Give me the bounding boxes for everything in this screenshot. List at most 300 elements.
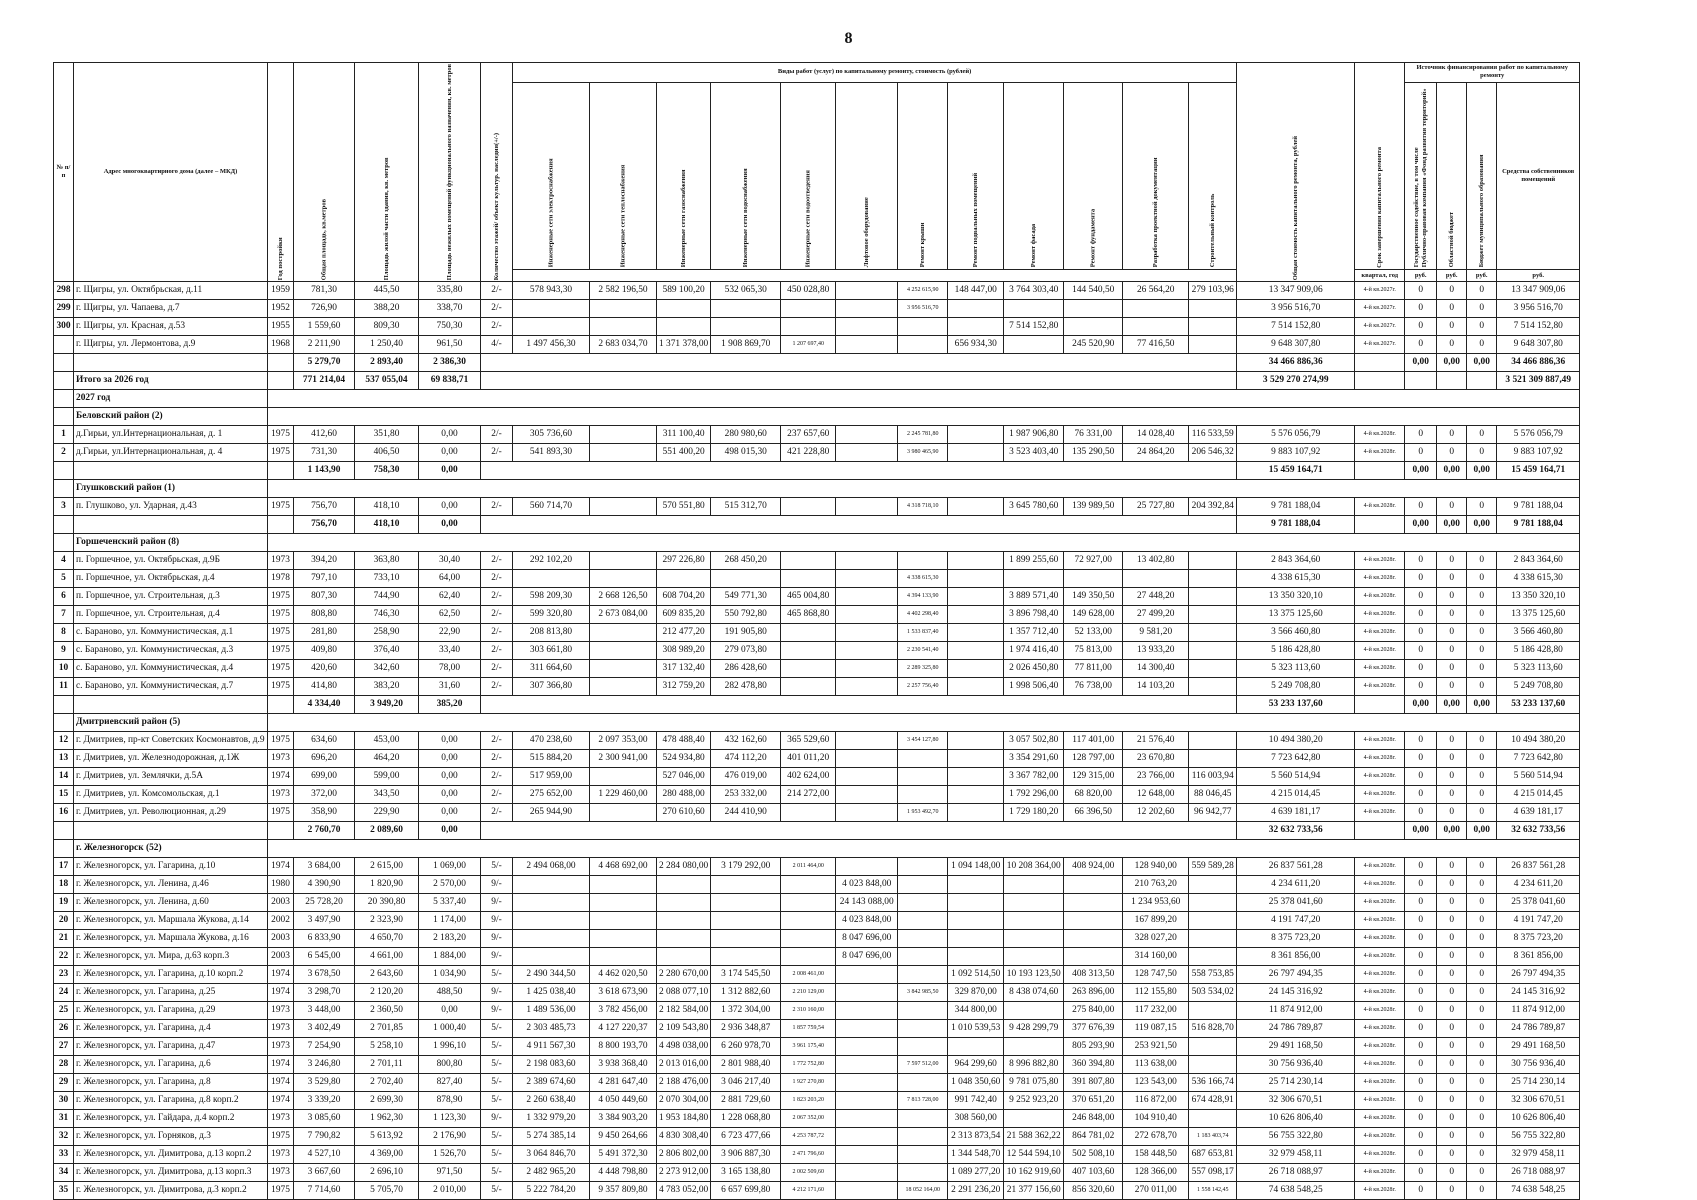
work-cost-cell <box>948 1038 1004 1056</box>
work-cost-cell <box>898 1128 948 1146</box>
work-cost-cell: 282 478,80 <box>711 678 781 696</box>
total-area-cell: 5 279,70 <box>294 354 355 372</box>
row-num-cell: 13 <box>54 750 74 768</box>
storeys-cell: 9/- <box>481 1002 513 1020</box>
work-cost-cell: 2 026 450,80 <box>1004 660 1064 678</box>
source-region-cell: 0 <box>1437 1020 1467 1038</box>
total-cost-cell: 9 781 188,04 <box>1237 498 1355 516</box>
living-area-cell: 733,10 <box>355 570 419 588</box>
living-area-cell: 342,60 <box>355 660 419 678</box>
work-cost-cell: 1 987 906,80 <box>1004 426 1064 444</box>
work-cost-cell: 212 477,20 <box>657 624 711 642</box>
source-own-cell: 9 883 107,92 <box>1497 444 1580 462</box>
work-cost-cell: 551 400,20 <box>657 444 711 462</box>
work-cost-cell <box>781 660 836 678</box>
work-cost-cell: 26 564,20 <box>1123 282 1189 300</box>
total-cost-cell: 26 797 494,35 <box>1237 966 1355 984</box>
work-cost-cell: 8 047 696,00 <box>836 948 898 966</box>
work-cost-cell <box>948 498 1004 516</box>
address-cell: с. Бараново, ул. Коммунистическая, д.4 <box>74 660 268 678</box>
work-cost-cell <box>948 570 1004 588</box>
nonliving-area-cell: 1 526,70 <box>419 1146 481 1164</box>
living-area-cell: 2 615,00 <box>355 858 419 876</box>
row-num-cell: 6 <box>54 588 74 606</box>
source-municipal-cell: 0 <box>1467 984 1497 1002</box>
deadline-cell: 4-й кв.2028г. <box>1355 426 1405 444</box>
work-cost-cell: 3 367 782,00 <box>1004 768 1064 786</box>
work-cost-cell <box>781 318 836 336</box>
work-cost-cell <box>1004 930 1064 948</box>
work-cost-cell <box>836 444 898 462</box>
total-cost-cell: 5 576 056,79 <box>1237 426 1355 444</box>
address-cell: г. Дмитриев, ул. Железнодорожная, д.1Ж <box>74 750 268 768</box>
subtotal-row <box>54 516 1580 534</box>
source-fund-cell: 0 <box>1405 426 1437 444</box>
empty-cell <box>481 696 1237 714</box>
work-cost-cell: 1 229 460,00 <box>590 786 657 804</box>
living-area-cell: 746,30 <box>355 606 419 624</box>
header-src-own: Средства собственников помещений <box>1497 82 1580 269</box>
work-cost-cell <box>781 624 836 642</box>
source-municipal-cell: 0,00 <box>1467 354 1497 372</box>
work-cost-cell <box>513 876 590 894</box>
total-area-cell: 726,90 <box>294 300 355 318</box>
source-municipal-cell: 0 <box>1467 336 1497 354</box>
work-cost-cell <box>948 786 1004 804</box>
work-cost-cell: 96 942,77 <box>1189 804 1237 822</box>
row-num-cell: 24 <box>54 984 74 1002</box>
source-fund-cell: 0,00 <box>1405 822 1437 840</box>
empty-cell <box>481 822 1237 840</box>
row-num-cell: 5 <box>54 570 74 588</box>
work-cost-cell: 24 143 088,00 <box>836 894 898 912</box>
nonliving-area-cell: 971,50 <box>419 1164 481 1182</box>
work-cost-cell <box>836 1110 898 1128</box>
work-cost-cell <box>513 318 590 336</box>
work-cost-cell: 12 544 594,10 <box>1004 1146 1064 1164</box>
work-cost-cell: 3 454 127,80 <box>898 732 948 750</box>
work-cost-cell <box>836 1074 898 1092</box>
nonliving-area-cell: 64,00 <box>419 570 481 588</box>
work-cost-cell: 3 645 780,60 <box>1004 498 1064 516</box>
work-cost-cell <box>590 876 657 894</box>
work-cost-cell <box>1189 912 1237 930</box>
source-region-cell: 0 <box>1437 1128 1467 1146</box>
subtotal-label <box>74 822 268 840</box>
work-cost-cell: 3 980 465,90 <box>898 444 948 462</box>
row-num-cell: 9 <box>54 642 74 660</box>
header-deadline: Срок завершения капитального ремонта <box>1355 63 1405 270</box>
work-cost-cell: 2 300 941,00 <box>590 750 657 768</box>
work-cost-cell: 3 354 291,60 <box>1004 750 1064 768</box>
storeys-cell: 5/- <box>481 1182 513 1200</box>
row-num-cell <box>54 696 74 714</box>
table-row <box>54 732 1580 750</box>
year-cell: 1973 <box>268 1164 294 1182</box>
source-own-cell: 7 723 642,80 <box>1497 750 1580 768</box>
address-cell: д.Гирьи, ул.Интернациональная, д. 4 <box>74 444 268 462</box>
work-cost-cell: 2 008 461,00 <box>781 966 836 984</box>
work-cost-cell <box>657 930 711 948</box>
section-title: Глушковский район (1) <box>74 480 268 498</box>
work-cost-cell: 391 807,80 <box>1064 1074 1123 1092</box>
source-municipal-cell: 0 <box>1467 912 1497 930</box>
source-own-cell: 13 375 125,60 <box>1497 606 1580 624</box>
row-num-cell: 17 <box>54 858 74 876</box>
work-cost-cell: 4 783 052,00 <box>657 1182 711 1200</box>
nonliving-area-cell: 1 996,10 <box>419 1038 481 1056</box>
nonliving-area-cell: 31,60 <box>419 678 481 696</box>
work-cost-cell: 307 366,80 <box>513 678 590 696</box>
total-area-cell: 394,20 <box>294 552 355 570</box>
work-cost-cell: 3 889 571,40 <box>1004 588 1064 606</box>
work-cost-cell <box>781 498 836 516</box>
work-cost-cell <box>781 570 836 588</box>
total-area-cell: 781,30 <box>294 282 355 300</box>
work-cost-cell: 3 523 403,40 <box>1004 444 1064 462</box>
source-own-cell: 74 638 548,25 <box>1497 1182 1580 1200</box>
deadline-cell: 4-й кв.2028г. <box>1355 1056 1405 1074</box>
total-cost-cell: 56 755 322,80 <box>1237 1128 1355 1146</box>
work-cost-cell: 377 676,39 <box>1064 1020 1123 1038</box>
work-cost-cell <box>948 732 1004 750</box>
address-cell: г. Щигры, ул. Октябрьская, д.11 <box>74 282 268 300</box>
source-municipal-cell: 0 <box>1467 804 1497 822</box>
work-cost-cell: 75 813,00 <box>1064 642 1123 660</box>
table-row <box>54 642 1580 660</box>
row-num-cell: 10 <box>54 660 74 678</box>
work-cost-cell <box>513 930 590 948</box>
work-cost-cell <box>836 1182 898 1200</box>
work-cost-cell: 27 448,20 <box>1123 588 1189 606</box>
work-cost-cell: 4 253 787,72 <box>781 1128 836 1146</box>
storeys-cell: 5/- <box>481 1056 513 1074</box>
work-cost-cell <box>1064 570 1123 588</box>
work-cost-cell: 450 028,80 <box>781 282 836 300</box>
source-region-cell: 0 <box>1437 300 1467 318</box>
work-cost-cell: 3 764 303,40 <box>1004 282 1064 300</box>
row-num-cell <box>54 462 74 480</box>
work-cost-cell: 407 103,60 <box>1064 1164 1123 1182</box>
work-cost-cell: 559 589,28 <box>1189 858 1237 876</box>
work-cost-cell: 517 959,00 <box>513 768 590 786</box>
work-cost-cell: 9 581,20 <box>1123 624 1189 642</box>
work-cost-cell: 128 797,00 <box>1064 750 1123 768</box>
source-fund-cell: 0 <box>1405 606 1437 624</box>
total-area-cell: 3 085,60 <box>294 1110 355 1128</box>
row-num-cell: 23 <box>54 966 74 984</box>
row-num-cell: 34 <box>54 1164 74 1182</box>
year-cell: 1975 <box>268 444 294 462</box>
work-cost-cell: 2 806 802,00 <box>657 1146 711 1164</box>
total-cost-cell: 24 145 316,92 <box>1237 984 1355 1002</box>
work-cost-cell: 2 257 756,40 <box>898 678 948 696</box>
nonliving-area-cell: 2 183,20 <box>419 930 481 948</box>
source-municipal-cell: 0 <box>1467 1128 1497 1146</box>
source-own-cell: 5 249 708,80 <box>1497 678 1580 696</box>
work-cost-cell: 268 450,20 <box>711 552 781 570</box>
table-row <box>54 858 1580 876</box>
work-cost-cell: 2 109 543,80 <box>657 1020 711 1038</box>
work-cost-cell: 3 956 516,70 <box>898 300 948 318</box>
deadline-cell: 4-й кв.2028г. <box>1355 1182 1405 1200</box>
work-cost-cell <box>657 894 711 912</box>
work-cost-cell: 4 448 798,80 <box>590 1164 657 1182</box>
work-cost-cell <box>898 1110 948 1128</box>
work-cost-cell <box>590 624 657 642</box>
source-region-cell: 0,00 <box>1437 516 1467 534</box>
source-own-cell: 24 786 789,87 <box>1497 1020 1580 1038</box>
work-cost-cell <box>948 642 1004 660</box>
source-region-cell: 0 <box>1437 318 1467 336</box>
work-cost-cell: 317 132,40 <box>657 660 711 678</box>
header-work: Инженерные сети водоотведения <box>781 82 836 269</box>
table-row <box>54 606 1580 624</box>
storeys-cell: 2/- <box>481 732 513 750</box>
work-cost-cell <box>781 678 836 696</box>
table-row <box>54 444 1580 462</box>
total-area-cell: 807,30 <box>294 588 355 606</box>
address-cell: с. Бараново, ул. Коммунистическая, д.1 <box>74 624 268 642</box>
table-row <box>54 1038 1580 1056</box>
nonliving-area-cell: 1 069,00 <box>419 858 481 876</box>
empty-cell <box>481 372 1237 390</box>
source-own-cell: 26 797 494,35 <box>1497 966 1580 984</box>
source-own-cell: 34 466 886,36 <box>1497 354 1580 372</box>
work-cost-cell: 515 884,20 <box>513 750 590 768</box>
deadline-cell: 4-й кв.2028г. <box>1355 984 1405 1002</box>
work-cost-cell: 578 943,30 <box>513 282 590 300</box>
work-cost-cell: 27 499,20 <box>1123 606 1189 624</box>
year-cell: 1975 <box>268 588 294 606</box>
source-fund-cell: 0 <box>1405 1074 1437 1092</box>
empty-cell <box>268 840 1580 858</box>
source-municipal-cell: 0 <box>1467 552 1497 570</box>
work-cost-cell <box>1064 318 1123 336</box>
deadline-cell: 4-й кв.2028г. <box>1355 1146 1405 1164</box>
work-cost-cell: 476 019,00 <box>711 768 781 786</box>
nonliving-area-cell: 878,90 <box>419 1092 481 1110</box>
nonliving-area-cell: 22,90 <box>419 624 481 642</box>
source-own-cell: 10 494 380,20 <box>1497 732 1580 750</box>
work-cost-cell: 297 226,80 <box>657 552 711 570</box>
subtotal-label <box>74 516 268 534</box>
source-municipal-cell: 0 <box>1467 1164 1497 1182</box>
work-cost-cell: 402 624,00 <box>781 768 836 786</box>
nonliving-area-cell: 800,80 <box>419 1056 481 1074</box>
address-cell: г. Железногорск, ул. Гагарина, д.6 <box>74 1056 268 1074</box>
source-region-cell: 0 <box>1437 1074 1467 1092</box>
address-cell: г. Железногорск, ул. Гагарина, д.10 корп.2 <box>74 966 268 984</box>
living-area-cell: 258,90 <box>355 624 419 642</box>
source-fund-cell: 0,00 <box>1405 354 1437 372</box>
row-num-cell <box>54 390 74 408</box>
nonliving-area-cell: 2 570,00 <box>419 876 481 894</box>
work-cost-cell: 128 366,00 <box>1123 1164 1189 1182</box>
work-cost-cell: 524 934,80 <box>657 750 711 768</box>
total-area-cell: 6 545,00 <box>294 948 355 966</box>
source-municipal-cell: 0 <box>1467 1020 1497 1038</box>
living-area-cell: 2 702,40 <box>355 1074 419 1092</box>
year-cell: 1975 <box>268 498 294 516</box>
work-cost-cell: 4 252 615,90 <box>898 282 948 300</box>
header-work: Инженерные сети теплоснабжения <box>590 82 657 269</box>
work-cost-cell: 119 087,15 <box>1123 1020 1189 1038</box>
work-cost-cell: 1 228 068,80 <box>711 1110 781 1128</box>
subtotal-row <box>54 696 1580 714</box>
deadline-cell: 4-й кв.2028г. <box>1355 552 1405 570</box>
living-area-cell: 4 650,70 <box>355 930 419 948</box>
header-work: Ремонт крыши <box>898 82 948 269</box>
section-row <box>54 840 1580 858</box>
nonliving-area-cell: 0,00 <box>419 1002 481 1020</box>
year-cell: 1974 <box>268 858 294 876</box>
work-cost-cell <box>711 930 781 948</box>
work-cost-cell <box>657 948 711 966</box>
year-cell: 1975 <box>268 624 294 642</box>
living-area-cell: 3 949,20 <box>355 696 419 714</box>
total-cost-cell: 5 323 113,60 <box>1237 660 1355 678</box>
storeys-cell: 2/- <box>481 570 513 588</box>
source-fund-cell: 0 <box>1405 642 1437 660</box>
work-cost-cell: 1 183 403,74 <box>1189 1128 1237 1146</box>
work-cost-cell <box>836 570 898 588</box>
address-cell: п. Горшечное, ул. Строительная, д.4 <box>74 606 268 624</box>
source-region-cell: 0 <box>1437 984 1467 1002</box>
work-cost-cell: 4 050 449,60 <box>590 1092 657 1110</box>
work-cost-cell: 21 576,40 <box>1123 732 1189 750</box>
row-num-cell: 33 <box>54 1146 74 1164</box>
source-municipal-cell <box>1467 372 1497 390</box>
work-cost-cell: 1 953 492,70 <box>898 804 948 822</box>
work-cost-cell <box>836 642 898 660</box>
work-cost-cell <box>836 732 898 750</box>
header-src-municipal: Бюджет муниципального образования <box>1467 82 1497 269</box>
living-area-cell: 351,80 <box>355 426 419 444</box>
living-area-cell: 2 893,40 <box>355 354 419 372</box>
work-cost-cell <box>898 1164 948 1182</box>
source-region-cell: 0 <box>1437 444 1467 462</box>
source-region-cell: 0 <box>1437 1056 1467 1074</box>
work-cost-cell: 1 489 536,00 <box>513 1002 590 1020</box>
living-area-cell: 599,00 <box>355 768 419 786</box>
nonliving-area-cell: 0,00 <box>419 462 481 480</box>
work-cost-cell: 88 046,45 <box>1189 786 1237 804</box>
empty-cell <box>268 462 294 480</box>
row-num-cell <box>54 516 74 534</box>
work-cost-cell <box>657 300 711 318</box>
total-cost-cell: 30 756 936,40 <box>1237 1056 1355 1074</box>
total-cost-cell: 13 350 320,10 <box>1237 588 1355 606</box>
work-cost-cell <box>836 678 898 696</box>
nonliving-area-cell: 335,80 <box>419 282 481 300</box>
source-fund-cell: 0,00 <box>1405 462 1437 480</box>
work-cost-cell: 2 273 912,00 <box>657 1164 711 1182</box>
source-own-cell: 15 459 164,71 <box>1497 462 1580 480</box>
header-work: Ремонт фундамента <box>1064 82 1123 269</box>
year-cell: 1975 <box>268 732 294 750</box>
storeys-cell: 5/- <box>481 966 513 984</box>
source-fund-cell: 0 <box>1405 1110 1437 1128</box>
row-num-cell: 21 <box>54 930 74 948</box>
work-cost-cell <box>711 300 781 318</box>
total-area-cell: 420,60 <box>294 660 355 678</box>
work-cost-cell: 270 011,00 <box>1123 1182 1189 1200</box>
table-row <box>54 336 1580 354</box>
work-cost-cell: 991 742,40 <box>948 1092 1004 1110</box>
source-region-cell: 0 <box>1437 1110 1467 1128</box>
total-cost-cell: 4 639 181,17 <box>1237 804 1355 822</box>
row-num-cell: 16 <box>54 804 74 822</box>
total-area-cell: 7 254,90 <box>294 1038 355 1056</box>
source-fund-cell: 0 <box>1405 552 1437 570</box>
work-cost-cell <box>513 570 590 588</box>
table-row <box>54 552 1580 570</box>
living-area-cell: 2 699,30 <box>355 1092 419 1110</box>
source-fund-cell: 0 <box>1405 1002 1437 1020</box>
work-cost-cell: 5 222 784,20 <box>513 1182 590 1200</box>
work-cost-cell: 2 482 965,20 <box>513 1164 590 1182</box>
living-area-cell: 758,30 <box>355 462 419 480</box>
work-cost-cell: 328 027,20 <box>1123 930 1189 948</box>
source-municipal-cell: 0 <box>1467 588 1497 606</box>
work-cost-cell: 527 046,00 <box>657 768 711 786</box>
work-cost-cell: 2 210 129,00 <box>781 984 836 1002</box>
total-area-cell: 7 790,82 <box>294 1128 355 1146</box>
address-cell: г. Железногорск, ул. Гагарина, д.29 <box>74 1002 268 1020</box>
empty-cell <box>268 534 1580 552</box>
work-cost-cell: 2 002 509,60 <box>781 1164 836 1182</box>
source-municipal-cell: 0 <box>1467 1056 1497 1074</box>
source-region-cell: 0 <box>1437 948 1467 966</box>
work-cost-cell: 365 529,60 <box>781 732 836 750</box>
year-cell: 1974 <box>268 1092 294 1110</box>
total-area-cell: 2 760,70 <box>294 822 355 840</box>
work-cost-cell <box>781 912 836 930</box>
source-fund-cell: 0 <box>1405 660 1437 678</box>
work-cost-cell <box>1004 1002 1064 1020</box>
total-cost-cell: 25 378 041,60 <box>1237 894 1355 912</box>
work-cost-cell: 4 318 718,10 <box>898 498 948 516</box>
work-cost-cell <box>513 894 590 912</box>
empty-cell <box>268 516 294 534</box>
row-num-cell <box>54 534 74 552</box>
work-cost-cell: 2 881 729,60 <box>711 1092 781 1110</box>
work-cost-cell <box>836 318 898 336</box>
work-cost-cell: 104 910,40 <box>1123 1110 1189 1128</box>
source-own-cell: 32 306 670,51 <box>1497 1092 1580 1110</box>
work-cost-cell <box>836 984 898 1002</box>
source-own-cell: 5 560 514,94 <box>1497 768 1580 786</box>
work-cost-cell <box>836 768 898 786</box>
total-area-cell: 756,70 <box>294 516 355 534</box>
deadline-cell: 4-й кв.2028г. <box>1355 1092 1405 1110</box>
work-cost-cell <box>898 948 948 966</box>
total-area-cell: 2 211,90 <box>294 336 355 354</box>
work-cost-cell: 598 209,30 <box>513 588 590 606</box>
work-cost-cell: 2 088 077,10 <box>657 984 711 1002</box>
source-own-cell: 3 566 460,80 <box>1497 624 1580 642</box>
source-municipal-cell: 0 <box>1467 786 1497 804</box>
source-region-cell: 0,00 <box>1437 354 1467 372</box>
empty-cell <box>268 696 294 714</box>
source-region-cell: 0 <box>1437 1164 1467 1182</box>
source-fund-cell: 0 <box>1405 732 1437 750</box>
row-num-cell: 27 <box>54 1038 74 1056</box>
header-storeys: Количество этажей/ объект культур. наследия(+/-) <box>481 63 513 282</box>
storeys-cell: 2/- <box>481 318 513 336</box>
work-cost-cell <box>1004 300 1064 318</box>
